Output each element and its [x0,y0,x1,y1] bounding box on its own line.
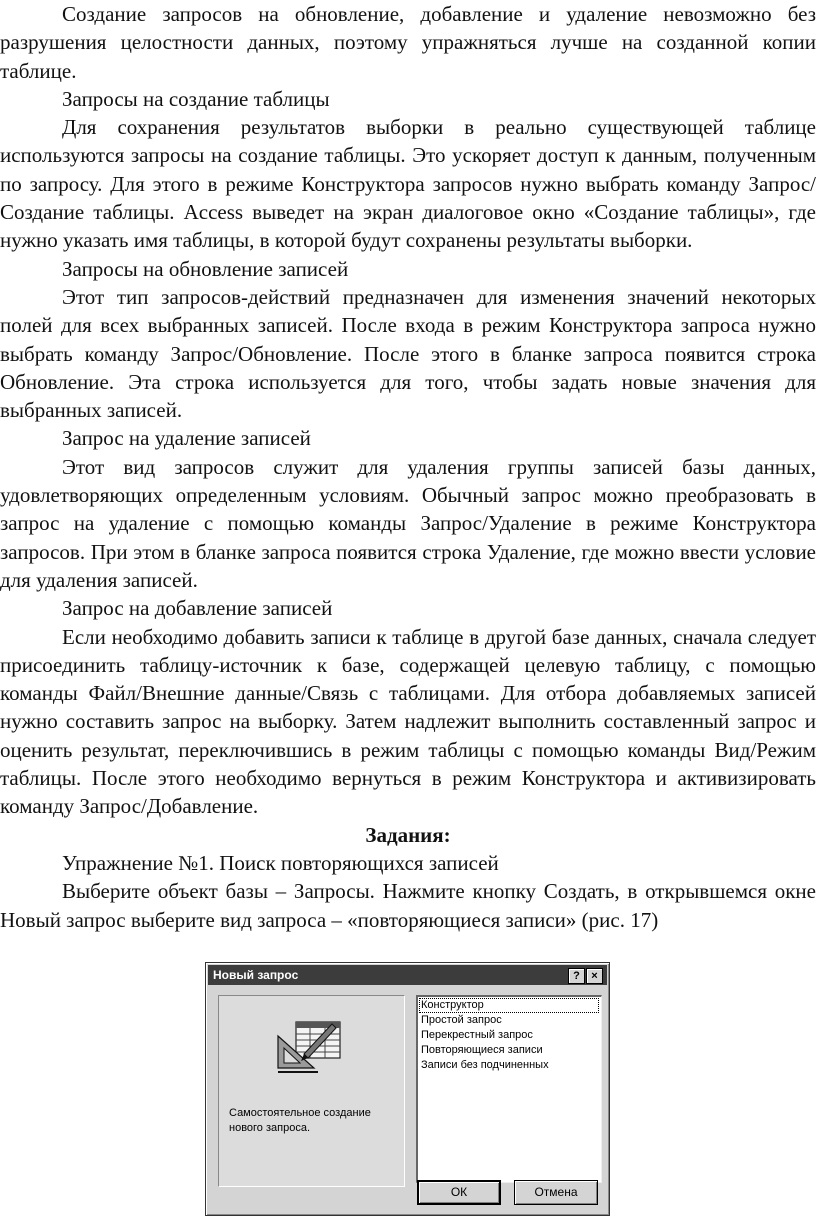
paragraph: Этот вид запросов служит для удаления группы записей базы данных, удовлетворяющих определенным условиям. Обычный запрос можно преобразовать в запрос на удаление с помощью команды Запрос/Удаление в режиме Конструктора запросов. При этом в бланке запроса появится строка Удаление, где можно ввести условие для удаления записей. [0,454,816,592]
dialog-title: Новый запрос [213,968,299,982]
paragraph: Если необходимо добавить записи к таблице в другой базе данных, сначала следует присоединить таблицу-источник к базе, содержащей целевую таблицу, с помощью команды Файл/Внешние данные/Связь с таблицами. Для отбора добавляемых записей нужно составить запрос на выборку. Затем надлежит выполнить составленный запрос и оценить результат, переключившись в режим таблицы с помощью команды Вид/Режим таблицы. После этого необходимо вернуться в режим Конструктора и активизировать команду Запрос/Добавление. [0,624,816,819]
query-wizard-icon [274,1016,346,1078]
dialog-titlebar [208,965,607,985]
query-description: Самостоятельное создание нового запроса. [229,1107,371,1134]
list-item-duplicates-query[interactable]: Повторяющиеся записи [421,1044,543,1056]
list-item-crosstab-query[interactable]: Перекрестный запрос [421,1029,533,1041]
cancel-button[interactable]: Отмена [514,1180,598,1205]
list-item-constructor[interactable]: Конструктор [419,998,599,1013]
close-button[interactable]: × [586,968,603,984]
list-item-simple-query[interactable]: Простой запрос [421,1014,502,1026]
section-heading: Запрос на добавление записей [62,596,333,621]
query-type-list[interactable] [416,995,602,1183]
section-heading: Запрос на удаление записей [62,426,311,451]
ok-button[interactable]: ОК [417,1180,501,1205]
section-heading: Запросы на обновление записей [62,256,349,281]
section-heading: Запросы на создание таблицы [62,86,330,111]
paragraph: Создание запросов на обновление, добавление и удаление невозможно без разрушения целостности данных, поэтому упражняться лучше на созданной копии таблице. [0,2,816,83]
paragraph: Для сохранения результатов выборки в реально существующей таблице используются запросы на создание таблицы. Это ускоряет доступ к данным, полученным по запросу. Для этого в режиме Конструктора запросов нужно выбрать команду Запрос/Создание таблицы. Access выведет на экран диалоговое окно «Создание таблицы», где нужно указать имя таблицы, в которой будут сохранены результаты выборки. [0,115,816,253]
help-button[interactable]: ? [568,968,585,984]
preview-panel [218,995,405,1187]
new-query-dialog [205,962,610,1216]
exercise-title: Упражнение №1. Поиск повторяющихся записей [62,850,499,875]
list-item-unmatched-query[interactable]: Записи без подчиненных [421,1059,549,1071]
tasks-heading: Задания: [365,822,451,847]
paragraph: Этот тип запросов-действий предназначен для изменения значений некоторых полей для всех выбранных записей. После входа в режим Конструктора запроса нужно выбрать команду Запрос/Обновление. После этого в бланке запроса появится строка Обновление. Эта строка используется для того, чтобы задать новые значения для выбранных записей. [0,284,816,423]
paragraph: Выберите объект базы – Запросы. Нажмите кнопку Создать, в открывшемся окне Новый запрос выберите вид запроса – «повторяющиеся записи» (рис. 17) [0,879,816,932]
